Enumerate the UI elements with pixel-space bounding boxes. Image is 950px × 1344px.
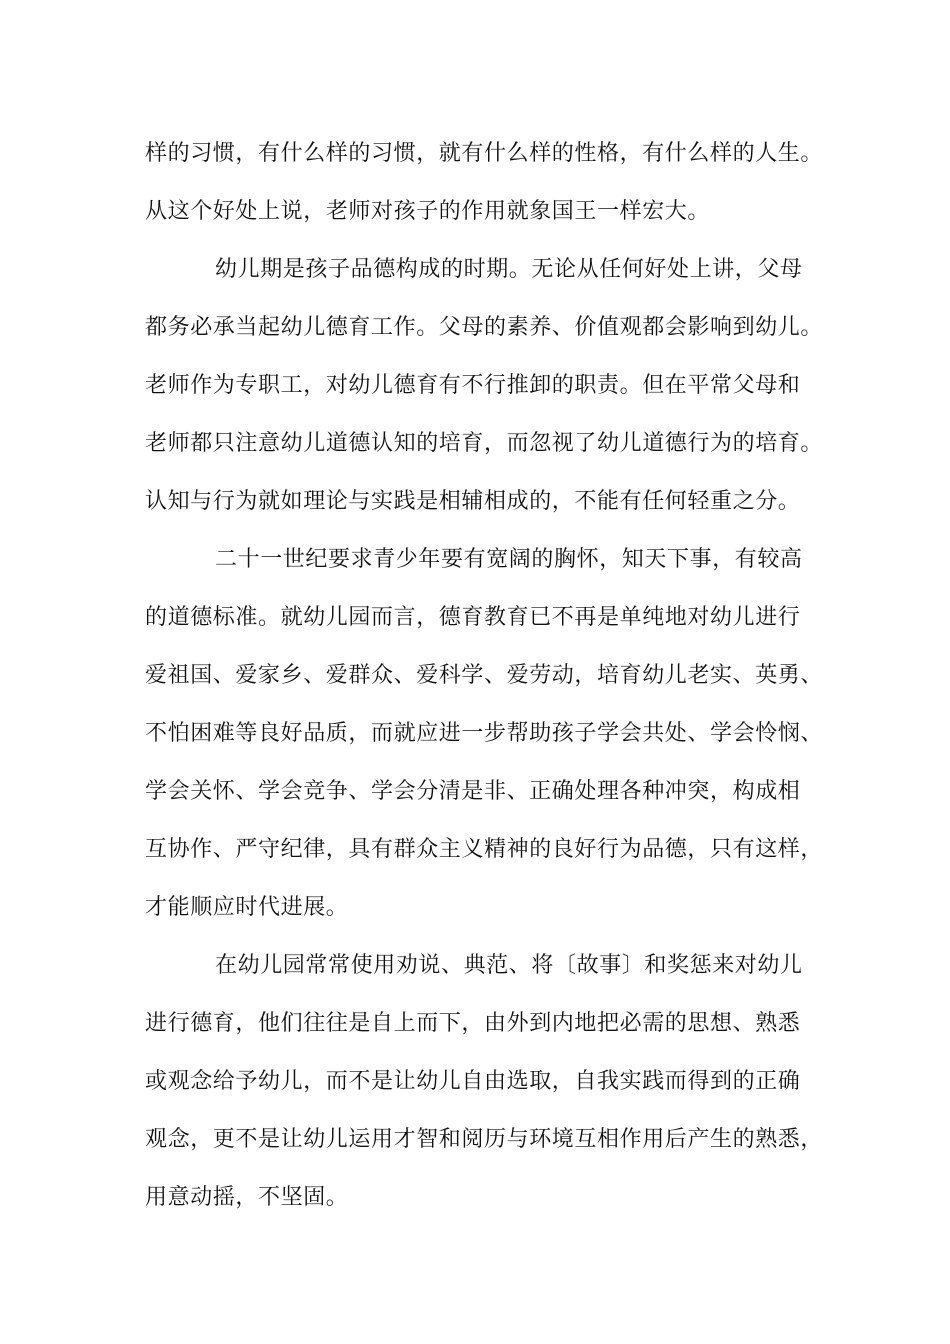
paragraph-first-line: 在幼儿园常常使用劝说、典范、将〔故事〕和奖惩来对幼儿	[215, 953, 803, 978]
text-line: 进行德育，他们往往是自上而下，由外到内地把必需的思想、熟悉	[145, 1011, 801, 1036]
text-line: 老师作为专职工，对幼儿德育有不行推卸的职责。但在平常父母和	[145, 373, 801, 398]
text-line: 样的习惯，有什么样的习惯，就有什么样的性格，有什么样的人生。	[145, 141, 824, 166]
text-line: 或观念给予幼儿，而不是让幼儿自由选取，自我实践而得到的正确	[145, 1069, 801, 1094]
text-line: 学会关怀、学会竞争、学会分清是非、正确处理各种冲突，构成相	[145, 779, 801, 804]
text-line: 认知与行为就如理论与实践是相辅相成的，不能有任何轻重之分。	[145, 489, 801, 514]
text-line: 用意动摇，不坚固。	[145, 1185, 349, 1210]
paragraph-first-line: 幼儿期是孩子品德构成的时期。无论从任何好处上讲，父母	[215, 257, 803, 282]
text-line: 都务必承当起幼儿德育工作。父母的素养、价值观都会影响到幼儿。	[145, 315, 824, 340]
text-line: 爱祖国、爱家乡、爱群众、爱科学、爱劳动，培育幼儿老实、英勇、	[145, 663, 824, 688]
text-line: 老师都只注意幼儿道德认知的培育，而忽视了幼儿道德行为的培育。	[145, 431, 824, 456]
text-line: 从这个好处上说，老师对孩子的作用就象国王一样宏大。	[145, 199, 711, 224]
text-line: 互协作、严守纪律，具有群众主义精神的良好行为品德，只有这样，	[145, 837, 824, 862]
text-line: 观念，更不是让幼儿运用才智和阅历与环境互相作用后产生的熟悉，	[145, 1127, 824, 1152]
text-line: 才能顺应时代进展。	[145, 895, 349, 920]
paragraph-first-line: 二十一世纪要求青少年要有宽阔的胸怀，知天下事，有较高	[215, 547, 803, 572]
text-line: 不怕困难等良好品质，而就应进一步帮助孩子学会共处、学会怜悯、	[145, 721, 824, 746]
text-line: 的道德标准。就幼儿园而言，德育教育已不再是单纯地对幼儿进行	[145, 605, 801, 630]
